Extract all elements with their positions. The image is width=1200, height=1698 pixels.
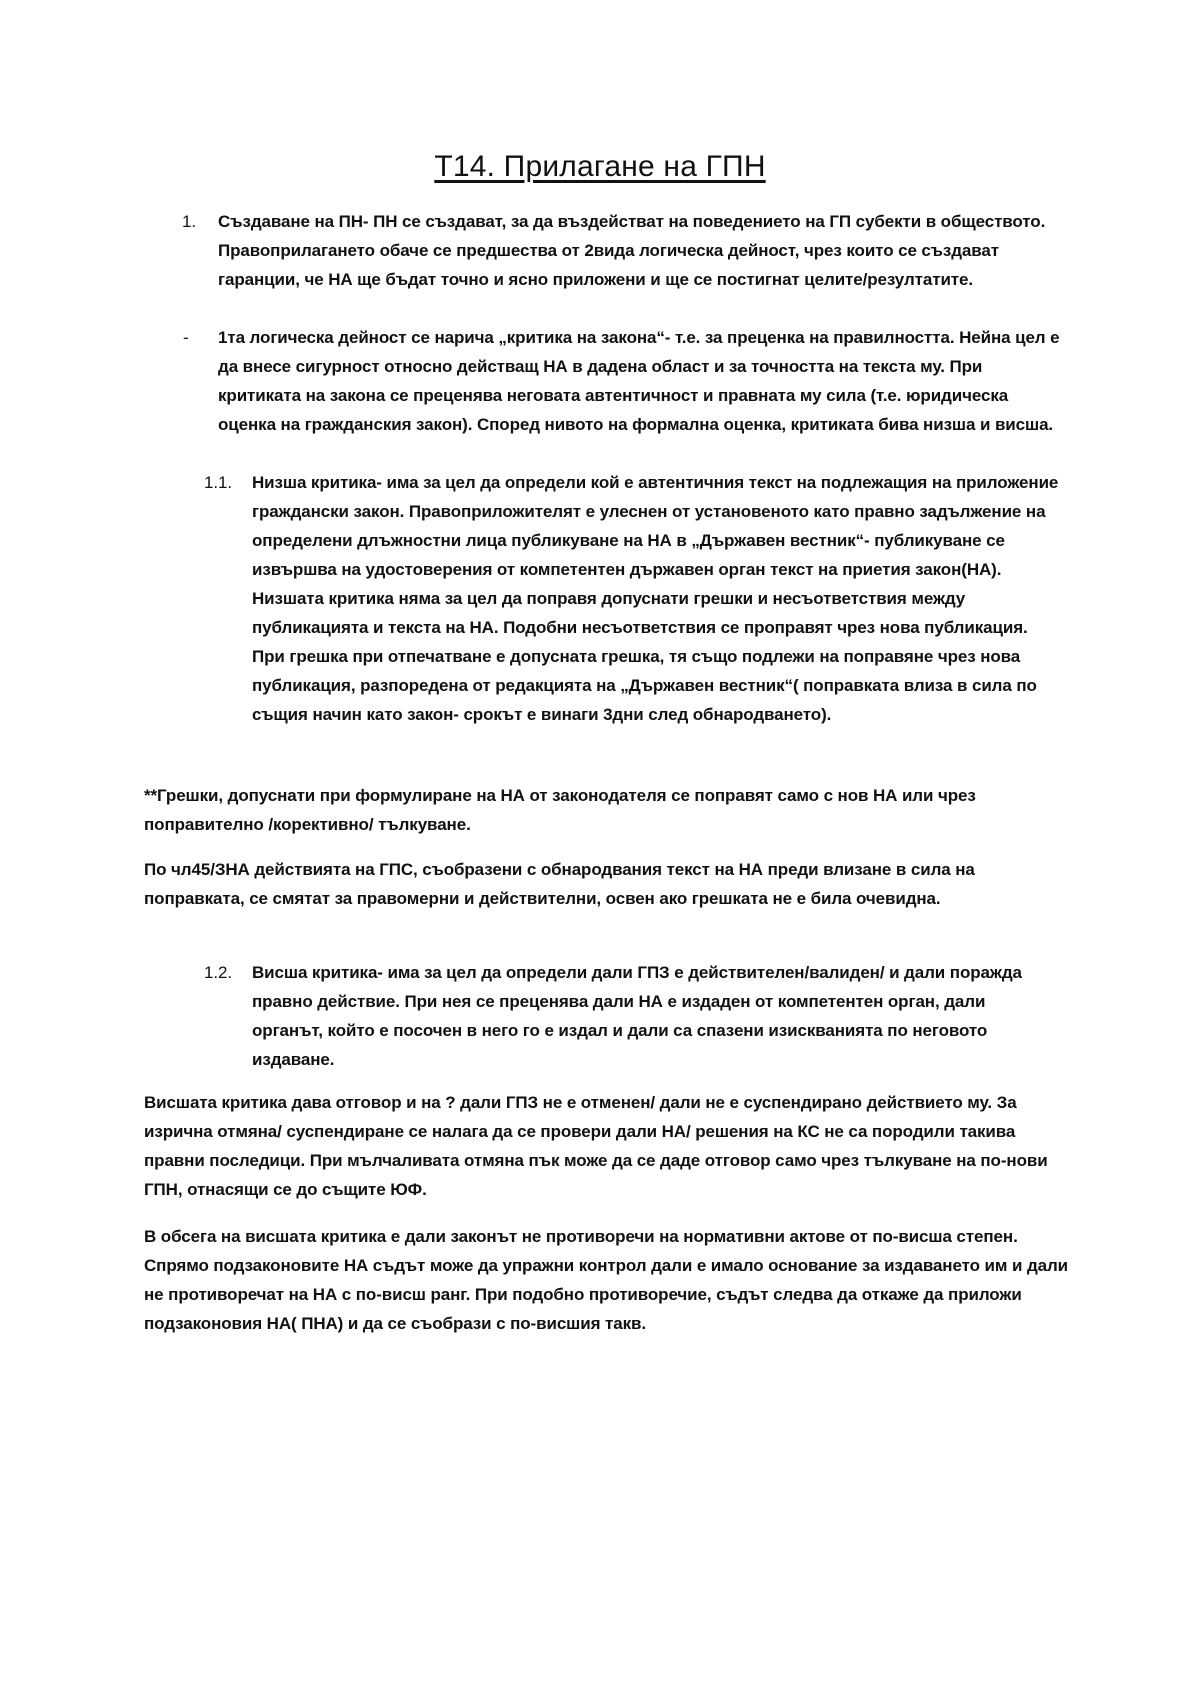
list-marker: - [183,328,189,347]
paragraph-scope: В обсега на висшата критика е дали законът не противоречи на нормативни актове от по-висша степен. Спрямо подзаконовите НА съдът може да упражни контрол дали е имало основание за издаването им и дали не противоречат на НА с по-висш ранг. При подобно противоречие, съдът следва да откаже да приложи подзаконовия НА( ПНА) и да се съобрази с по-висшия такв. [144,1227,1069,1333]
numbered-item-1 [182,207,1060,294]
list-item-text: 1та логическа дейност се нарича „критика на закона“- т.е. за преценка на правилността. Нейна цел е да внесе сигурност относно действащ НА в дадена област и за точността на текста му. При критиката на закона се преценява неговата автентичност и правната му сила (т.е. юридическа оценка на гражданския закон). Според нивото на формална оценка, критиката бива низша и висша. [218,328,1060,434]
list-marker: 1.1. [204,473,232,492]
paragraph-errors: **Грешки, допуснати при формулиране на НА от законодателя се поправят само с нов НА или чрез поправително /корективно/ тълкуване. [144,786,976,834]
list-item-text: Низша критика- има за цел да определи кой е автентичния текст на подлежащия на приложение граждански закон. Правоприложителят е улеснен от установеното като правно задължение на определени длъжностни лица публикуване на НА в „Държавен вестник“- публикуване се извършва на удостоверения от компетентен държавен орган текст на приетия закон(НА). Низшата критика няма за цел да поправя допуснати грешки и несъответствия между публикацията и текста на НА. Подобни несъответствия се пропрaвят чрез нова публикация. При грешка при отпечатване е допусната грешка, тя също подлежи на поправяне чрез нова публикация, разпоредена от редакцията на „Държавен вестник“( поправката влиза в сила по същия начин като закон- срокът е винаги 3дни след обнародването). [252,473,1059,724]
dash-item [183,323,1060,439]
list-marker: 1.2. [204,963,232,982]
paragraph-high-critique: Висшата критика дава отговор и на ? дали ГПЗ не е отменен/ дали не е суспендирано действието му. За изрична отмяна/ суспендиране се налага да се провери дали НА/ решения на КС не са породили такива правни последици. При мълчаливата отмяна пък може да се даде отговор само чрез тълкуване на по-нови ГПН, отнасящи се до същите ЮФ. [144,1093,1048,1199]
page-title: Т14. Прилагане на ГПН [434,150,766,183]
paragraph-art45: По чл45/ЗНА действията на ГПС, съобразени с обнародвания текст на НА преди влизане в сила на поправката, се смятат за правомерни и действителни, освен ако грешката не е била очевидна. [144,860,975,908]
list-item-text: Създаване на ПН- ПН се създават, за да въздействат на поведението на ГП субекти в обществото. Правоприлагането обаче се предшества от 2вида логическа дейност, чрез които се създават гаранции, че НА ще бъдат точно и ясно приложени и ще се постигнат целите/резултатите. [218,212,1046,289]
numbered-item-1-1 [204,468,1060,729]
numbered-item-1-2 [204,958,1060,1074]
list-item-text: Висша критика- има за цел да определи дали ГПЗ е действителен/валиден/ и дали поражда правно действие. При нея се преценява дали НА е издаден от компетентен орган, дали органът, който е посочен в него го е издал и дали са спазени изискванията по неговото издаване. [252,963,1022,1069]
list-marker: 1. [182,212,196,231]
